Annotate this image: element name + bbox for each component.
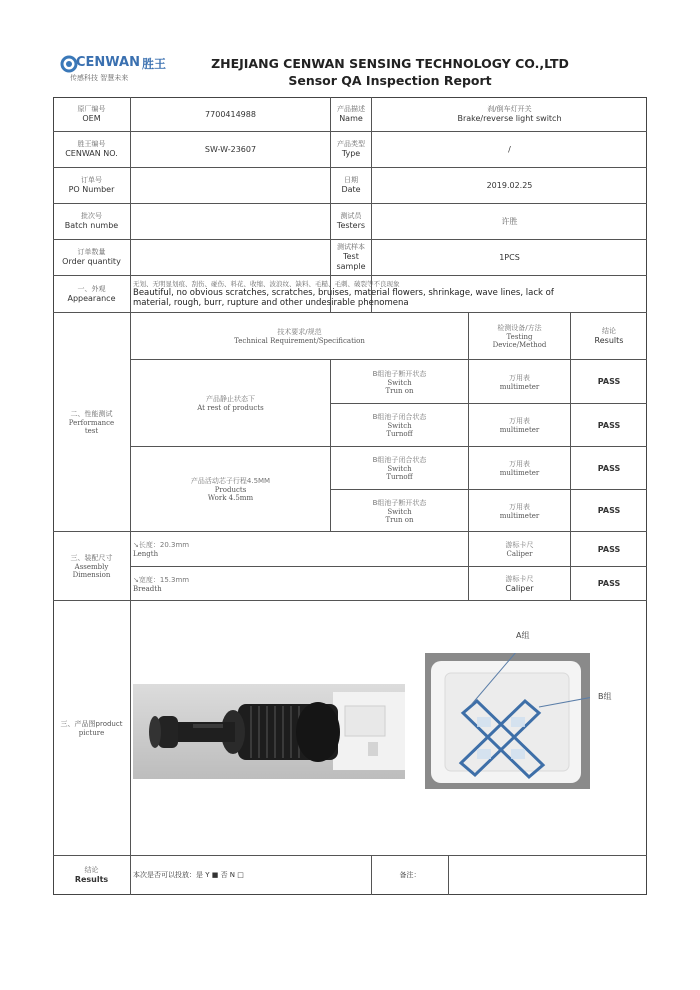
po-label: PO Number [68, 185, 115, 194]
perf-row-4-cn: B组池子断开状态 [372, 498, 427, 507]
performance-label-cn: 二、性能测试 [70, 409, 113, 418]
name-value: Brake/reverse light switch [457, 114, 562, 123]
perf-row-2-cn: B组池子闭合状态 [372, 413, 427, 421]
callout-a-label: A组 [516, 631, 530, 640]
oem-label: OEM [82, 113, 101, 123]
appearance-label-cn: 一、外观 [77, 284, 106, 293]
group1-label: At rest of products [197, 404, 264, 412]
perf-row-3-device: multimeter [499, 469, 540, 477]
assembly-label-2: Dimension [72, 570, 111, 579]
device-header: Testing [506, 333, 533, 341]
callout-b-label: B组 [598, 692, 612, 701]
batch-label: Batch numbe [64, 221, 119, 230]
appearance-text-cn: 无划、无明显划痕、刮伤、碰伤、料花、收缩、波浪纹、缺料、毛糙、毛刺、破裂等不良现象 [133, 280, 400, 288]
assembly-row-1-spec: Length [133, 550, 159, 558]
perf-row-4-result: PASS [597, 506, 621, 515]
assembly-row-1-spec-cn: ↘长度：20.3mm [133, 541, 190, 549]
brake-switch-icon [133, 684, 405, 779]
assembly-row-2-spec: Breadth [133, 584, 162, 593]
perf-row-4-en: Switch [387, 507, 412, 516]
name-label-cn: 产品描述 [337, 104, 365, 113]
product-photo [133, 684, 405, 779]
assembly-row-2-device-cn: 游标卡尺 [505, 574, 534, 583]
assembly-label: Assembly [74, 562, 109, 571]
results-label-cn: 结论 [84, 866, 99, 874]
order-label-cn: 订单数量 [77, 248, 106, 256]
sample-label: Test [343, 252, 359, 261]
name-label: Name [339, 113, 363, 123]
cenwan-value: SW-W-23607 [204, 145, 257, 154]
perf-row-3-device-cn: 万用表 [509, 460, 530, 468]
assembly-row-1-device-cn: 游标卡尺 [505, 541, 534, 549]
perf-row-1-en: Switch [387, 378, 412, 387]
assembly-row-2-spec-cn: ↘宽度：15.3mm [133, 575, 190, 584]
assembly-row-2-device: Caliper [505, 583, 534, 593]
perf-row-2-en2: Turnoff [386, 430, 413, 438]
results-label: Results [74, 875, 109, 884]
perf-row-4-device-cn: 万用表 [509, 502, 530, 511]
perf-row-1-device-cn: 万用表 [509, 373, 530, 382]
inspection-table [53, 97, 647, 895]
appearance-text-1: Beautiful, no obvious scratches, scratches, bruises, material flowers, shrinkage, wave lines, lack of [133, 288, 554, 298]
company-name: ZHEJIANG CENWAN SENSING TECHNOLOGY CO.,LTD [211, 56, 569, 71]
spec-header: Technical Requirement/Specification [234, 337, 365, 345]
performance-label: Performance [68, 418, 115, 427]
release-decision: 本次是否可以投放：是 Y ■ 否 N □ [133, 871, 244, 879]
testers-label: Testers [336, 221, 366, 230]
company-logo [60, 53, 180, 85]
assembly-label-cn: 三、装配尺寸 [70, 553, 113, 562]
group2-label-2: Work 4.5mm [207, 494, 254, 502]
performance-label-2: test [84, 426, 99, 435]
group2-label-cn: 产品活动芯子行程4.5MM [190, 477, 271, 485]
results-header: Results [594, 335, 624, 345]
perf-row-2-en: Switch [387, 422, 412, 430]
device-header-2: Device/Method [492, 341, 547, 349]
oem-label-cn: 原厂编号 [77, 104, 106, 113]
logo-text: CENWAN [76, 55, 140, 70]
type-label-cn: 产品类型 [337, 140, 365, 148]
perf-row-1-en2: Trun on [385, 386, 414, 395]
perf-row-3-en2: Turnoff [386, 473, 413, 481]
results-header-cn: 结论 [602, 326, 616, 335]
type-label: Type [341, 149, 361, 158]
assembly-row-1-result: PASS [597, 544, 621, 554]
sample-label-2: sample [336, 262, 366, 271]
perf-row-2-device-cn: 万用表 [509, 417, 530, 425]
testers-value: 许胜 [501, 217, 518, 226]
assembly-row-1-device: Caliper [506, 550, 533, 558]
testers-label-cn: 测试员 [340, 212, 362, 220]
sample-value: 1PCS [499, 253, 520, 262]
cenwan-label-cn: 胜王编号 [77, 140, 106, 148]
date-label: Date [341, 185, 361, 194]
order-label: Order quantity [62, 257, 121, 266]
assembly-row-2-result: PASS [597, 579, 621, 588]
appearance-text-2: material, rough, burr, rupture and other undesirable phenomena [133, 298, 409, 308]
group2-label: Products [214, 486, 247, 494]
perf-row-1-device: multimeter [499, 382, 540, 391]
perf-row-3-result: PASS [597, 463, 621, 473]
picture-label-cn: 三、产品图product [60, 720, 123, 728]
perf-row-4-en2: Trun on [385, 515, 414, 524]
connector-photo [425, 653, 590, 789]
batch-label-cn: 批次号 [81, 212, 102, 220]
oem-value: 7700414988 [205, 109, 256, 119]
type-value: / [508, 145, 511, 154]
name-value-cn: 刹/倒车灯开关 [487, 105, 532, 113]
po-label-cn: 订单号 [81, 176, 102, 184]
date-label-cn: 日期 [344, 176, 358, 184]
appearance-label: Appearance [67, 293, 116, 303]
logo-cn: 胜王 [142, 57, 167, 71]
perf-row-2-result: PASS [597, 420, 621, 430]
report-title: Sensor QA Inspection Report [288, 73, 492, 88]
perf-row-3-cn: B组池子闭合状态 [372, 456, 427, 464]
cenwan-label: CENWAN NO. [65, 149, 118, 158]
remark-value [449, 856, 647, 895]
date-value: 2019.02.25 [486, 181, 533, 190]
connector-diagram-icon [425, 653, 590, 789]
perf-row-2-device: multimeter [499, 426, 540, 434]
sample-label-cn: 测试样本 [337, 243, 365, 251]
group1-label-cn: 产品静止状态下 [206, 395, 255, 403]
device-header-cn: 检测设备/方法 [497, 324, 542, 332]
spec-header-cn: 技术要求/规范 [277, 328, 322, 336]
perf-row-1-cn: B组池子断开状态 [372, 369, 427, 378]
perf-row-4-device: multimeter [499, 511, 540, 520]
perf-row-1-result: PASS [597, 377, 621, 386]
logo-slogan: 传感科技 智慧未来 [70, 74, 129, 82]
remark-label: 备注： [399, 871, 421, 879]
picture-label: picture [78, 729, 105, 737]
perf-row-3-en: Switch [387, 465, 412, 473]
